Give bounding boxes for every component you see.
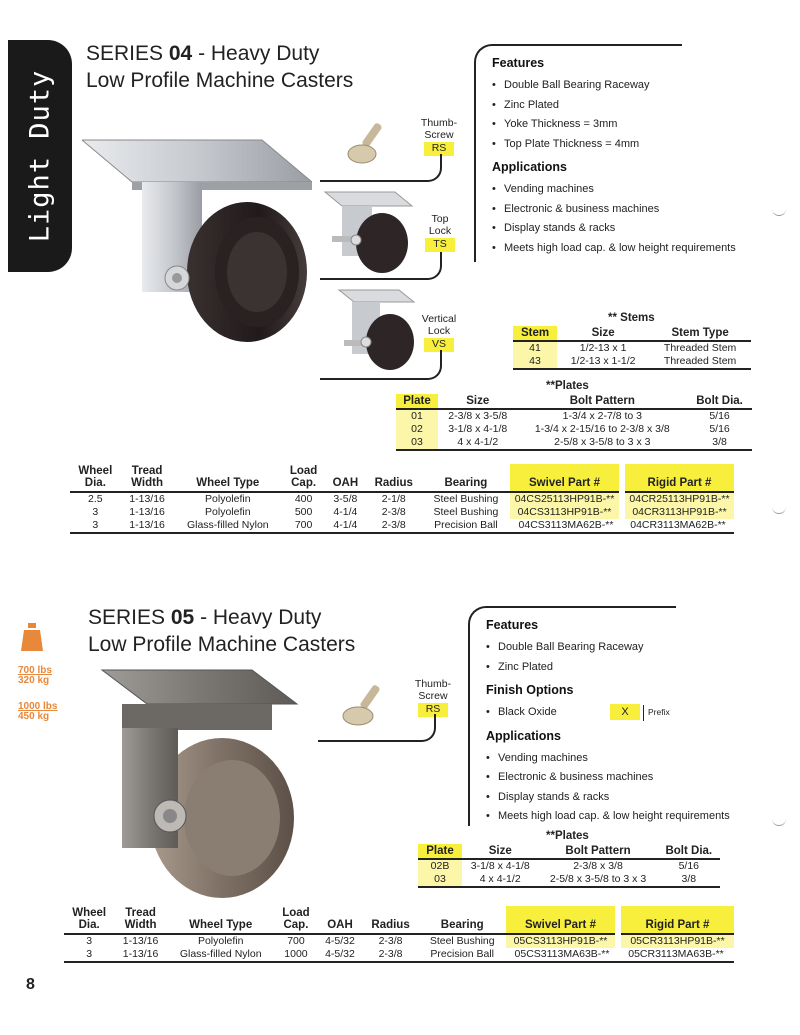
option-bracket xyxy=(320,252,442,280)
application-item: • Display stands & racks xyxy=(486,788,786,808)
stems-table xyxy=(513,326,751,370)
plates-header: Plate xyxy=(418,844,462,859)
caster-05-image xyxy=(92,668,302,900)
finish-heading: Finish Options xyxy=(486,683,574,697)
spec-header: Bearing xyxy=(444,476,488,489)
spec-header-swivel: Swivel Part # xyxy=(510,464,622,492)
section-tab-label: Light Duty xyxy=(24,69,56,243)
stems-header: Size xyxy=(591,327,615,339)
table-row: 02B 3-1/8 x 4-1/8 2-3/8 x 3/8 5/16 xyxy=(418,859,720,873)
applications-list xyxy=(486,749,786,827)
plates-header: Size xyxy=(488,845,512,857)
weight-icon xyxy=(21,622,43,657)
spec-header: Radius xyxy=(374,476,413,489)
finish-prefix-label: Prefix xyxy=(643,705,670,721)
option-thumb-screw-04: Thumb- Screw RS xyxy=(420,117,458,154)
spec-header: Wheel Dia. xyxy=(78,465,113,489)
plates-header: Bolt Pattern xyxy=(569,395,635,407)
spec-header: Bearing xyxy=(440,918,484,931)
plates-header: Bolt Pattern xyxy=(565,845,631,857)
finish-list xyxy=(486,703,676,723)
option-bracket xyxy=(318,714,436,742)
plates-table-04 xyxy=(396,394,752,451)
feature-item: • Zinc Plated xyxy=(486,658,676,678)
features-list xyxy=(492,76,682,154)
stems-header: Stem xyxy=(513,326,557,341)
applications-list xyxy=(492,180,792,258)
spec-header-rigid: Rigid Part # xyxy=(618,906,734,934)
spec-header: Wheel Type xyxy=(189,918,253,931)
stems-title: ** Stems xyxy=(608,312,655,324)
series-05-subtitle: Low Profile Machine Casters xyxy=(88,633,356,656)
option-code-ts: TS xyxy=(425,238,454,252)
table-row: 3 1-13/16 Glass-filled Nylon 700 4-1/4 2-3/8 Precision Ball 04CS3113MA62B-** 04CR3113MA62B-** xyxy=(70,519,734,533)
weight-rating-2: 1000 lbs 450 kg xyxy=(18,701,58,722)
table-row: 01 2-3/8 x 3-5/8 1-3/4 x 2-7/8 to 3 5/16 xyxy=(396,409,752,423)
option-code-rs: RS xyxy=(424,142,455,156)
page-number: 8 xyxy=(26,976,35,993)
table-row: 2.5 1-13/16 Polyolefin 400 3-5/8 2-1/8 Steel Bushing 04CS25113HP91B-** 04CR25113HP91B-** xyxy=(70,492,734,506)
table-row: 3 1-13/16 Glass-filled Nylon 1000 4-5/32 2-3/8 Precision Ball 05CS3113MA63B-** 05CR3113MA63B-** xyxy=(64,948,734,962)
series-05-title: SERIES 05 - Heavy Duty Low Profile Machine Casters xyxy=(88,606,356,656)
application-item: • Electronic & business machines xyxy=(486,768,786,788)
spec-table-05 xyxy=(64,906,734,963)
spec-header: Tread Width xyxy=(124,907,157,931)
plates-title-05: **Plates xyxy=(546,830,589,842)
applications-heading: Applications xyxy=(492,160,568,174)
option-thumb-screw-05: Thumb- Screw RS xyxy=(414,678,452,715)
feature-item: • Double Ball Bearing Raceway xyxy=(492,76,682,96)
features-heading: Features xyxy=(486,618,539,632)
spec-header: Tread Width xyxy=(131,465,163,489)
table-row: 02 3-1/8 x 4-1/8 1-3/4 x 2-15/16 to 2-3/8 x 3/8 5/16 xyxy=(396,423,752,436)
plates-header: Bolt Dia. xyxy=(665,845,713,857)
weight-rating-1: 700 lbs 320 kg xyxy=(18,665,52,686)
features-list xyxy=(486,638,676,677)
spec-header: Load Cap. xyxy=(289,465,318,489)
option-vertical-lock: Vertical Lock VS xyxy=(421,313,457,350)
table-row: 3 1-13/16 Polyolefin 700 4-5/32 2-3/8 Steel Bushing 05CS3113HP91B-** 05CR3113HP91B-** xyxy=(64,934,734,948)
feature-item: • Yoke Thickness = 3mm xyxy=(492,115,682,135)
spec-header: OAH xyxy=(332,476,359,489)
feature-item: • Top Plate Thickness = 4mm xyxy=(492,135,682,155)
plates-header: Size xyxy=(466,395,490,407)
table-row: 3 1-13/16 Polyolefin 500 4-1/4 2-3/8 Steel Bushing 04CS3113HP91B-** 04CR3113HP91B-** xyxy=(70,506,734,519)
finish-code: X xyxy=(610,704,640,720)
spec-header: Wheel Dia. xyxy=(72,907,107,931)
spec-header-rigid: Rigid Part # xyxy=(622,464,734,492)
plates-table-05 xyxy=(418,844,720,888)
option-code-rs: RS xyxy=(418,703,449,717)
spec-table-04 xyxy=(70,464,734,534)
table-row: 03 4 x 4-1/2 2-5/8 x 3-5/8 to 3 x 3 3/8 xyxy=(396,436,752,450)
series-04-features-panel xyxy=(474,44,736,262)
application-item: • Meets high load cap. & low height requirements xyxy=(492,239,792,259)
binder-mark xyxy=(772,506,786,514)
option-code-vs: VS xyxy=(424,338,454,352)
table-row: 43 1/2-13 x 1-1/2 Threaded Stem xyxy=(513,355,751,369)
series-05-features-panel xyxy=(468,606,730,826)
series-04-title: SERIES 04 - Heavy Duty Low Profile Machine Casters xyxy=(86,42,354,92)
caster-04-image xyxy=(82,112,312,342)
option-bracket xyxy=(320,350,442,380)
applications-heading: Applications xyxy=(486,728,562,743)
application-item: • Meets high load cap. & low height requirements xyxy=(486,807,786,827)
spec-header: OAH xyxy=(327,918,353,931)
option-top-lock: Top Lock TS xyxy=(418,214,462,252)
application-item: • Vending machines xyxy=(492,180,792,200)
spec-header: Radius xyxy=(371,918,410,931)
section-tab xyxy=(8,40,72,272)
finish-item: • Black Oxide X Prefix xyxy=(486,703,686,723)
spec-header-swivel: Swivel Part # xyxy=(506,906,618,934)
stems-header: Stem Type xyxy=(671,327,729,339)
option-bracket xyxy=(320,154,442,182)
plates-header: Bolt Dia. xyxy=(696,395,743,407)
feature-item: • Zinc Plated xyxy=(492,96,682,116)
plates-title-04: **Plates xyxy=(546,380,589,392)
application-item: • Electronic & business machines xyxy=(492,200,792,220)
feature-item: • Double Ball Bearing Raceway xyxy=(486,638,676,658)
application-item: • Vending machines xyxy=(486,749,786,769)
features-heading: Features xyxy=(492,56,545,70)
spec-header: Load Cap. xyxy=(282,907,310,931)
series-04-subtitle: Low Profile Machine Casters xyxy=(86,69,354,92)
table-row: 41 1/2-13 x 1 Threaded Stem xyxy=(513,341,751,355)
plates-header: Plate xyxy=(396,394,438,409)
spec-header: Wheel Type xyxy=(196,476,260,489)
table-row: 03 4 x 4-1/2 2-5/8 x 3-5/8 to 3 x 3 3/8 xyxy=(418,873,720,887)
application-item: • Display stands & racks xyxy=(492,219,792,239)
